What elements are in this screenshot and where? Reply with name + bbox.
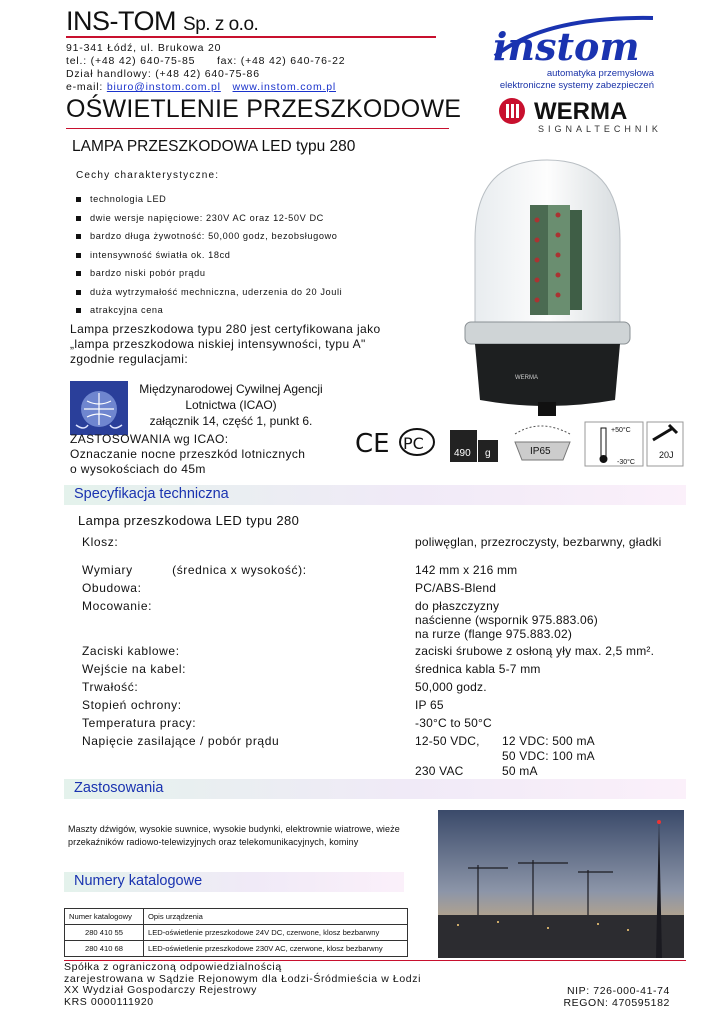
title-underline xyxy=(66,128,449,129)
website-link[interactable]: www.instom.com.pl xyxy=(232,81,336,93)
spec-value: na rurze (flange 975.883.02) xyxy=(415,627,573,641)
svg-text:IP65: IP65 xyxy=(530,446,551,457)
ce-mark-icon: CE xyxy=(355,429,390,459)
footer-line-4: KRS 0000111920 xyxy=(64,995,154,1008)
spec-label: Wymiary (średnica x wysokość): xyxy=(82,563,307,577)
slogan xyxy=(484,68,654,92)
svg-text:490: 490 xyxy=(454,448,471,459)
power-ac-value: 50 mA xyxy=(502,764,538,778)
spec-value: 12-50 VDC, xyxy=(415,734,480,748)
ip65-icon xyxy=(515,426,570,460)
fax: fax: (+48 42) 640-76-22 xyxy=(216,55,346,67)
icao-application-title: ZASTOSOWANIA wg ICAO: xyxy=(70,432,229,446)
feature-item: atrakcyjna cena xyxy=(76,301,342,320)
spec-values xyxy=(415,535,685,778)
spec-section-title: Specyfikacja techniczna xyxy=(74,486,229,502)
feature-item: intensywność światła ok. 18cd xyxy=(76,246,342,265)
instom-logo xyxy=(485,8,660,68)
application-text: Maszty dźwigów, wysokie suwnice, wysokie budynki, elektrownie wiatrowe, wieże przekaźników radiowo-telewizyjnych oraz telekomunikacyjnych, kominy xyxy=(68,824,400,847)
spec-value: PC/ABS-Blend xyxy=(415,581,497,595)
temperature-icon xyxy=(585,422,643,466)
svg-text:20J: 20J xyxy=(659,450,674,460)
pct-mark-icon xyxy=(400,429,434,455)
table-row xyxy=(65,941,408,957)
regon-number: REGON: 470595182 xyxy=(563,996,670,1009)
header-divider xyxy=(66,36,436,38)
email-line xyxy=(66,81,345,94)
phone: tel.: (+48 42) 640-75-85 xyxy=(66,55,196,67)
spec-labels xyxy=(82,535,392,755)
footer-line-2: zarejestrowana w Sądzie Rejonowym dla Łodzi-Śródmieścia w Łodzi xyxy=(64,972,422,985)
svg-text:g: g xyxy=(485,448,491,459)
nip-number: NIP: 726-000-41-74 xyxy=(566,985,670,997)
spec-value: poliwęglan, przezroczysty, bezbarwny, gładki xyxy=(415,535,662,549)
icao-application-line-3: o wysokościach do 45m xyxy=(70,462,206,476)
table-row xyxy=(65,925,408,941)
catalog-table xyxy=(64,908,408,957)
spec-label: Stopień ochrony: xyxy=(82,698,182,712)
icao-line-2: Lotnictwa (ICAO) xyxy=(185,398,277,412)
sales-phone: Dział handlowy: (+48 42) 640-75-86 xyxy=(66,68,260,80)
svg-text:PC: PC xyxy=(403,434,424,453)
werma-subtext: SIGNALTECHNIK xyxy=(538,124,662,134)
catalog-number: 280 410 55 xyxy=(65,925,144,941)
svg-text:+50°C: +50°C xyxy=(611,427,631,434)
product-subtitle: LAMPA PRZESZKODOWA LED typu 280 xyxy=(72,138,356,155)
spec-section-header xyxy=(64,485,686,505)
catalog-description: LED-oświetlenie przeszkodowe 230V AC, czerwone, klosz bezbarwny xyxy=(144,941,408,957)
feature-item: duża wytrzymałość mechniczna, uderzenia do 20 Jouli xyxy=(76,283,342,302)
werma-logo xyxy=(498,93,668,135)
slogan-line-2: elektroniczne systemy zabezpieczeń xyxy=(499,80,654,91)
table-header-row xyxy=(65,909,408,925)
spec-value: IP 65 xyxy=(415,698,444,712)
table-header: Opis urządzenia xyxy=(144,909,408,925)
spec-label: Zaciski kablowe: xyxy=(82,644,180,658)
company-name-text: INS-TOM xyxy=(66,6,176,36)
feature-item: technologia LED xyxy=(76,190,342,209)
certification-icons xyxy=(355,420,685,470)
features-list xyxy=(76,190,342,320)
page-title: OŚWIETLENIE PRZESZKODOWE xyxy=(66,95,462,123)
power-value-50v: 50 VDC: 100 mA xyxy=(502,749,595,763)
logo-text: instom xyxy=(493,24,640,68)
spec-label: Wejście na kabel: xyxy=(82,662,187,676)
svg-text:-30°C: -30°C xyxy=(617,459,635,466)
impact-hammer-icon xyxy=(647,422,683,466)
features-heading: Cechy charakterystyczne: xyxy=(76,170,220,181)
catalog-description: LED-oświetlenie przeszkodowe 24V DC, czerwone, klosz bezbarwny xyxy=(144,925,408,941)
lamp-base xyxy=(475,344,620,406)
spec-value: zaciski śrubowe z osłoną yły max. 2,5 mm². xyxy=(415,644,655,658)
lamp-image xyxy=(455,150,640,420)
spec-value: naścienne (wspornik 975.883.06) xyxy=(415,613,598,627)
feature-item: bardzo niski pobór prądu xyxy=(76,264,342,283)
spec-label: Temperatura pracy: xyxy=(82,716,197,730)
feature-item: bardzo długa żywotność: 50,000 godz, bezobsługowo xyxy=(76,227,342,246)
footer-tax-ids xyxy=(540,986,670,1009)
company-suffix: Sp. z o.o. xyxy=(183,14,259,35)
catalog-number: 280 410 68 xyxy=(65,941,144,957)
footer-line-3: XX Wydział Gospodarczy Rejestrowy xyxy=(64,984,258,996)
icao-application xyxy=(70,432,370,477)
werma-text: WERMA xyxy=(534,98,628,125)
construction-site-photo xyxy=(438,810,684,958)
spec-value: 142 mm x 216 mm xyxy=(415,563,518,577)
spec-value: 50,000 godz. xyxy=(415,680,487,694)
weight-icon xyxy=(450,430,498,462)
power-value-12v: 12 VDC: 500 mA xyxy=(502,734,595,748)
slogan-line-1: automatyka przemysłowa xyxy=(546,68,654,79)
contact-block xyxy=(66,42,345,94)
icao-line-1: Międzynarodowej Cywilnej Agencji xyxy=(139,382,323,396)
phone-fax-line xyxy=(66,55,345,68)
icao-line-3: załącznik 14, część 1, punkt 6. xyxy=(149,414,313,428)
spec-value: do płaszczyzny xyxy=(415,599,500,613)
spec-value: średnica kabla 5-7 mm xyxy=(415,662,541,676)
icao-application-line-2: Oznaczanie nocne przeszkód lotnicznych xyxy=(70,447,306,461)
address: 91-341 Łódź, ul. Brukowa 20 xyxy=(66,42,222,54)
footer-registration xyxy=(64,962,421,1008)
table-header: Numer katalogowy xyxy=(65,909,144,925)
spec-product-title: Lampa przeszkodowa LED typu 280 xyxy=(78,513,300,528)
email-link[interactable]: biuro@instom.com.pl xyxy=(106,81,221,93)
icao-emblem xyxy=(70,381,128,435)
lamp-ring xyxy=(465,322,630,344)
company-name xyxy=(66,6,258,37)
spec-label: Napięcie zasilające / pobór prądu xyxy=(82,734,280,748)
catalog-section-title: Numery katalogowe xyxy=(74,873,203,889)
spec-label: Mocowanie: xyxy=(82,599,153,613)
application-section-header xyxy=(64,779,686,799)
feature-item: dwie wersje napięciowe: 230V AC oraz 12-50V DC xyxy=(76,209,342,228)
catalog-section-header xyxy=(64,872,404,892)
power-ac-label: 230 VAC xyxy=(415,764,464,778)
certification-text: Lampa przeszkodowa typu 280 jest certyfikowana jako „lampa przeszkodowa niskiej intensywności, typu A" zgodnie regulacjami: xyxy=(70,322,381,366)
application-section-title: Zastosowania xyxy=(74,780,164,796)
spec-label: Klosz: xyxy=(82,535,119,549)
spec-label: Trwałość: xyxy=(82,680,139,694)
footer-line-1: Spółka z ograniczoną odpowiedzialnością xyxy=(64,961,282,973)
email-label: e-mail: xyxy=(66,81,104,93)
lamp-label: WERMA xyxy=(515,375,538,381)
icao-reference xyxy=(131,381,331,429)
spec-label: Obudowa: xyxy=(82,581,142,595)
spec-value: -30°C to 50°C xyxy=(415,716,492,730)
